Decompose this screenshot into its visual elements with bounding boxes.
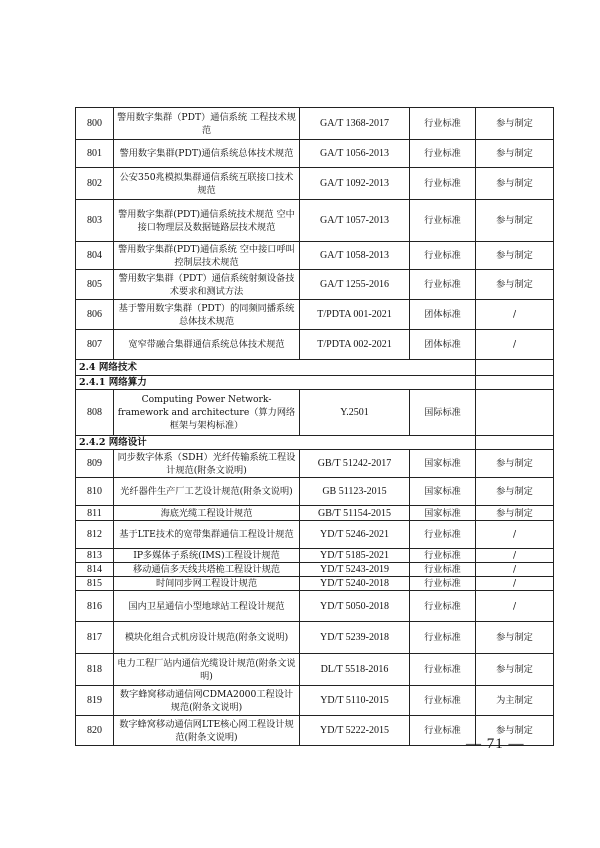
- standard-category-cell: 行业标准: [410, 622, 476, 654]
- standard-name-cell: 警用数字集群（PDT）通信系统 工程技术规范: [114, 108, 300, 140]
- table-row: [76, 521, 554, 549]
- standard-code-cell: YD/T 5110-2015: [300, 686, 410, 716]
- standard-category-cell: 国家标准: [410, 450, 476, 478]
- participation-role-cell: /: [476, 521, 554, 549]
- standard-code-cell: T/PDTA 002-2021: [300, 330, 410, 360]
- standard-code-cell: GA/T 1255-2016: [300, 270, 410, 300]
- participation-role-cell: [476, 390, 554, 436]
- participation-role-cell: 参与制定: [476, 506, 554, 521]
- participation-role-cell: 参与制定: [476, 140, 554, 168]
- standard-number-cell: 805: [76, 270, 114, 300]
- standard-code-cell: GA/T 1056-2013: [300, 140, 410, 168]
- standards-table-body: [76, 108, 554, 746]
- standard-name-cell: 时间同步网工程设计规范: [114, 577, 300, 591]
- standard-number-cell: 817: [76, 622, 114, 654]
- table-row: [76, 300, 554, 330]
- table-row: [76, 270, 554, 300]
- standard-code-cell: GA/T 1368-2017: [300, 108, 410, 140]
- section-heading: 2.4 网络技术: [76, 360, 476, 376]
- standard-category-cell: 行业标准: [410, 168, 476, 200]
- standard-category-cell: 行业标准: [410, 591, 476, 622]
- table-row: [76, 168, 554, 200]
- standard-code-cell: YD/T 5240-2018: [300, 577, 410, 591]
- standard-number-cell: 800: [76, 108, 114, 140]
- section-heading: 2.4.1 网络算力: [76, 376, 476, 390]
- table-row: [76, 200, 554, 242]
- standard-number-cell: 815: [76, 577, 114, 591]
- standard-name-cell: 移动通信多天线共塔桅工程设计规范: [114, 563, 300, 577]
- participation-role-cell: 为主制定: [476, 686, 554, 716]
- standard-number-cell: 807: [76, 330, 114, 360]
- table-row: [76, 450, 554, 478]
- standard-category-cell: 行业标准: [410, 140, 476, 168]
- standard-category-cell: 行业标准: [410, 563, 476, 577]
- participation-role-cell: 参与制定: [476, 108, 554, 140]
- empty-cell: [476, 436, 554, 450]
- standard-category-cell: 国家标准: [410, 506, 476, 521]
- standards-table-container: [75, 107, 553, 746]
- standard-name-cell: 数字蜂窝移动通信网LTE核心网工程设计规范(附条文说明): [114, 716, 300, 746]
- table-row: [76, 242, 554, 270]
- standard-number-cell: 809: [76, 450, 114, 478]
- table-row: [76, 686, 554, 716]
- standard-name-cell: 宽窄带融合集群通信系统总体技术规范: [114, 330, 300, 360]
- standard-code-cell: YD/T 5050-2018: [300, 591, 410, 622]
- standard-code-cell: YD/T 5185-2021: [300, 549, 410, 563]
- standard-code-cell: GA/T 1057-2013: [300, 200, 410, 242]
- participation-role-cell: /: [476, 549, 554, 563]
- standard-code-cell: T/PDTA 001-2021: [300, 300, 410, 330]
- participation-role-cell: 参与制定: [476, 716, 554, 746]
- standard-name-cell: 基于LTE技术的宽带集群通信工程设计规范: [114, 521, 300, 549]
- standard-number-cell: 813: [76, 549, 114, 563]
- standard-name-cell: 同步数字体系（SDH）光纤传输系统工程设计规范(附条文说明): [114, 450, 300, 478]
- section-heading-row: [76, 360, 554, 376]
- standard-name-cell: IP多媒体子系统(IMS)工程设计规范: [114, 549, 300, 563]
- standard-number-cell: 814: [76, 563, 114, 577]
- standard-category-cell: 团体标准: [410, 300, 476, 330]
- standard-name-cell: 光纤器件生产厂工艺设计规范(附条文说明): [114, 478, 300, 506]
- participation-role-cell: 参与制定: [476, 450, 554, 478]
- participation-role-cell: 参与制定: [476, 168, 554, 200]
- standard-name-cell: 模块化组合式机房设计规范(附条文说明): [114, 622, 300, 654]
- standard-number-cell: 820: [76, 716, 114, 746]
- table-row: [76, 591, 554, 622]
- standard-category-cell: 行业标准: [410, 686, 476, 716]
- standard-code-cell: GA/T 1092-2013: [300, 168, 410, 200]
- standard-category-cell: 行业标准: [410, 549, 476, 563]
- standard-name-cell: 电力工程厂站内通信光缆设计规范(附条文说明): [114, 654, 300, 686]
- table-row: [76, 549, 554, 563]
- standard-number-cell: 803: [76, 200, 114, 242]
- standard-category-cell: 行业标准: [410, 577, 476, 591]
- table-row: [76, 577, 554, 591]
- standard-category-cell: 行业标准: [410, 242, 476, 270]
- table-row: [76, 330, 554, 360]
- standard-category-cell: 行业标准: [410, 716, 476, 746]
- standard-code-cell: GB/T 51154-2015: [300, 506, 410, 521]
- table-row: [76, 622, 554, 654]
- standard-name-cell: 海底光缆工程设计规范: [114, 506, 300, 521]
- standard-name-cell: 公安350兆模拟集群通信系统互联接口技术规范: [114, 168, 300, 200]
- standard-number-cell: 806: [76, 300, 114, 330]
- standard-code-cell: YD/T 5246-2021: [300, 521, 410, 549]
- standard-code-cell: Y.2501: [300, 390, 410, 436]
- standard-name-cell: 数字蜂窝移动通信网CDMA2000工程设计规范(附条文说明): [114, 686, 300, 716]
- participation-role-cell: 参与制定: [476, 242, 554, 270]
- standard-name-cell: 警用数字集群（PDT）通信系统射频设备技术要求和测试方法: [114, 270, 300, 300]
- standard-name-cell: 警用数字集群(PDT)通信系统总体技术规范: [114, 140, 300, 168]
- table-row: [76, 108, 554, 140]
- standard-category-cell: 行业标准: [410, 200, 476, 242]
- standard-number-cell: 819: [76, 686, 114, 716]
- participation-role-cell: /: [476, 563, 554, 577]
- standard-category-cell: 行业标准: [410, 521, 476, 549]
- table-row: [76, 478, 554, 506]
- participation-role-cell: 参与制定: [476, 654, 554, 686]
- standard-number-cell: 818: [76, 654, 114, 686]
- standard-category-cell: 行业标准: [410, 270, 476, 300]
- standard-number-cell: 808: [76, 390, 114, 436]
- participation-role-cell: /: [476, 577, 554, 591]
- section-heading-row: [76, 376, 554, 390]
- standard-code-cell: YD/T 5239-2018: [300, 622, 410, 654]
- standard-name-cell: 警用数字集群(PDT)通信系统 空中接口呼叫控制层技术规范: [114, 242, 300, 270]
- participation-role-cell: 参与制定: [476, 200, 554, 242]
- participation-role-cell: /: [476, 591, 554, 622]
- standard-code-cell: DL/T 5518-2016: [300, 654, 410, 686]
- table-row: [76, 140, 554, 168]
- standards-table: [75, 107, 554, 746]
- section-heading: 2.4.2 网络设计: [76, 436, 476, 450]
- participation-role-cell: 参与制定: [476, 270, 554, 300]
- standard-name-cell: 警用数字集群(PDT)通信系统技术规范 空中接口物理层及数据链路层技术规范: [114, 200, 300, 242]
- standard-category-cell: 行业标准: [410, 654, 476, 686]
- standard-category-cell: 国家标准: [410, 478, 476, 506]
- table-row: [76, 654, 554, 686]
- standard-number-cell: 802: [76, 168, 114, 200]
- standard-number-cell: 811: [76, 506, 114, 521]
- participation-role-cell: /: [476, 330, 554, 360]
- standard-name-cell: 国内卫星通信小型地球站工程设计规范: [114, 591, 300, 622]
- table-row: [76, 390, 554, 436]
- standard-number-cell: 801: [76, 140, 114, 168]
- standard-code-cell: YD/T 5243-2019: [300, 563, 410, 577]
- standard-number-cell: 816: [76, 591, 114, 622]
- standard-name-cell: 基于警用数字集群（PDT）的同频同播系统总体技术规范: [114, 300, 300, 330]
- section-heading-row: [76, 436, 554, 450]
- standard-code-cell: GB 51123-2015: [300, 478, 410, 506]
- standard-category-cell: 行业标准: [410, 108, 476, 140]
- participation-role-cell: 参与制定: [476, 622, 554, 654]
- participation-role-cell: 参与制定: [476, 478, 554, 506]
- page-number: — 71 —: [466, 736, 525, 752]
- participation-role-cell: /: [476, 300, 554, 330]
- standard-category-cell: 团体标准: [410, 330, 476, 360]
- standard-number-cell: 810: [76, 478, 114, 506]
- empty-cell: [476, 360, 554, 376]
- standard-code-cell: GB/T 51242-2017: [300, 450, 410, 478]
- table-row: [76, 506, 554, 521]
- standard-number-cell: 812: [76, 521, 114, 549]
- standard-code-cell: GA/T 1058-2013: [300, 242, 410, 270]
- empty-cell: [476, 376, 554, 390]
- table-row: [76, 563, 554, 577]
- standard-number-cell: 804: [76, 242, 114, 270]
- standard-category-cell: 国际标准: [410, 390, 476, 436]
- standard-code-cell: YD/T 5222-2015: [300, 716, 410, 746]
- standard-name-cell: Computing Power Network- framework and architecture（算力网络框架与架构标准）: [114, 390, 300, 436]
